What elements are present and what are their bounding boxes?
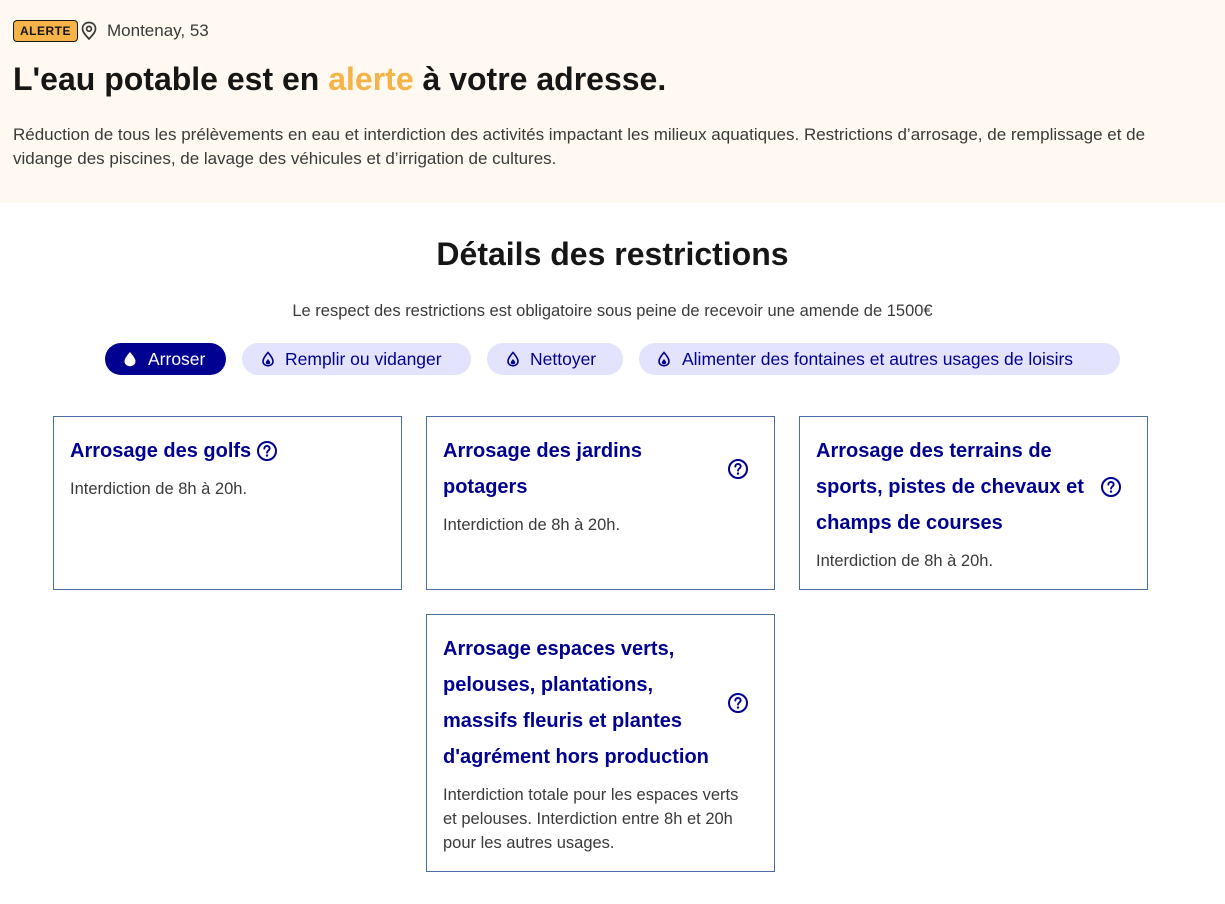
restriction-card-espaces-verts: [426, 614, 775, 872]
tab-label: Remplir ou vidanger: [285, 349, 442, 369]
water-drop-icon: [656, 351, 672, 367]
card-title: Arrosage espaces verts, pelouses, plantations, massifs fleuris et plantes d'agrément hors production: [443, 638, 709, 768]
water-drop-icon: [260, 351, 276, 367]
card-text: Interdiction totale pour les espaces verts et pelouses. Interdiction entre 8h et 20h pour les autres usages.: [443, 786, 739, 852]
section-title: Détails des restrictions: [436, 236, 789, 272]
location-text: Montenay, 53: [107, 21, 209, 40]
card-title: Arrosage des terrains de sports, pistes de chevaux et champs de courses: [816, 440, 1084, 534]
fine-notice: Le respect des restrictions est obligatoire sous peine de recevoir une amende de 1500€: [292, 302, 933, 320]
tab-arroser[interactable]: [105, 343, 226, 375]
water-drop-icon: [505, 351, 521, 367]
alert-banner: [0, 0, 1225, 203]
headline-suffix: à votre adresse.: [413, 61, 667, 97]
tab-label: Nettoyer: [530, 349, 597, 369]
alert-description: Réduction de tous les prélèvements en eau et interdiction des activités impactant les milieux aquatiques. Restrictions d’arrosage, de remplissage et de vidange des piscines, de lavage des véhicules et d’irrigation de cultures.: [13, 125, 1146, 168]
card-title: Arrosage des jardins potagers: [443, 440, 642, 498]
card-text: Interdiction de 8h à 20h.: [816, 552, 994, 570]
page-headline: [13, 58, 666, 100]
alert-badge: ALERTE: [13, 20, 78, 42]
tab-label: Arroser: [148, 349, 206, 369]
tab-nettoyer[interactable]: [487, 343, 623, 375]
headline-prefix: L'eau potable est en: [13, 61, 329, 97]
card-text: Interdiction de 8h à 20h.: [443, 516, 621, 534]
tab-alimenter-fontaines[interactable]: [639, 343, 1120, 375]
tab-label: Alimenter des fontaines et autres usages de loisirs: [682, 349, 1074, 369]
help-icon[interactable]: [256, 440, 278, 462]
water-drop-icon: [122, 351, 138, 367]
card-title: Arrosage des golfs: [70, 440, 252, 462]
help-icon[interactable]: [727, 692, 749, 714]
card-text: Interdiction de 8h à 20h.: [70, 480, 248, 498]
help-icon[interactable]: [1100, 476, 1122, 498]
usage-tabs: [0, 343, 1225, 375]
tab-remplir-ou-vidanger[interactable]: [242, 343, 471, 375]
help-icon[interactable]: [727, 458, 749, 480]
restriction-card-jardins-potagers: [426, 416, 775, 590]
location-pin-icon: [80, 21, 98, 41]
headline-accent: alerte: [328, 61, 414, 97]
restriction-card-terrains-sports: [799, 416, 1148, 590]
restriction-card-golfs: [53, 416, 402, 590]
